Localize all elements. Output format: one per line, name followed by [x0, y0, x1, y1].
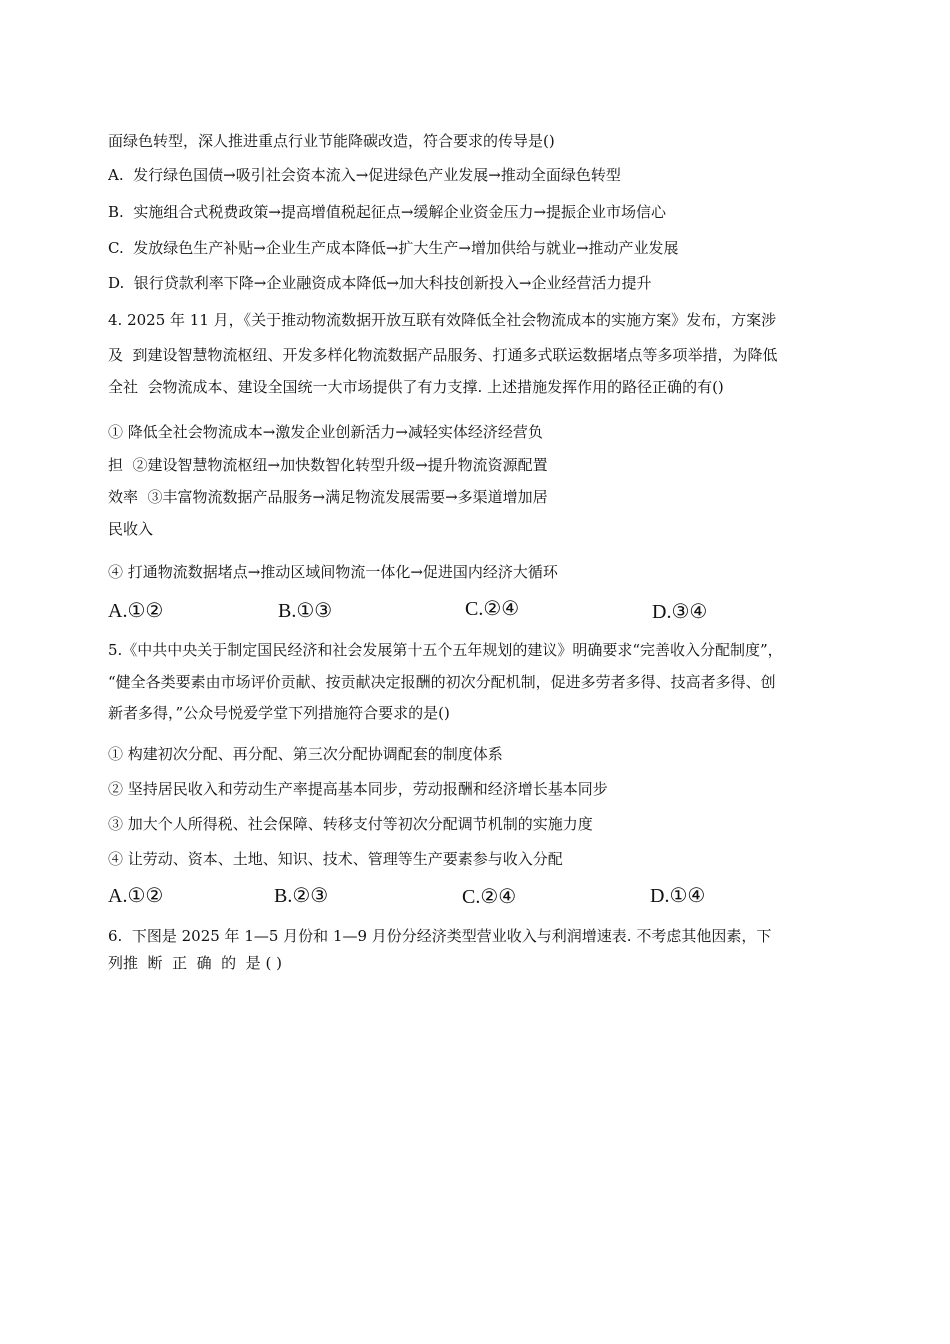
q5-choice-a: A.①② — [108, 885, 164, 907]
q4-stem-line-1: 4. 2025 年 11 月，《关于推动物流数据开放互联有效降低全社会物流成本的实施方案》发布，方案涉 — [108, 311, 777, 329]
q5-stem-line-2: “健全各类要素由市场评价贡献、按贡献决定报酬的初次分配机制，促进多劳者多得、技高者多得、创 — [108, 673, 776, 691]
q4-stem-line-2: 及 到建设智慧物流枢纽、开发多样化物流数据产品服务、打通多式联运数据堵点等多项举措，为降低 — [108, 346, 778, 364]
q3-option-d: D. 银行贷款利率下降→企业融资成本降低→加大科技创新投入→企业经营活力提升 — [108, 274, 652, 292]
q4-choice-d: D.③④ — [652, 601, 708, 623]
q4-choice-a: A.①② — [108, 600, 164, 622]
q4-statement-line-3: 效率 ③丰富物流数据产品服务→满足物流发展需要→多渠道增加居 — [108, 488, 548, 506]
q4-statement-line-5: ④ 打通物流数据堵点→推动区域间物流一体化→促进国内经济大循环 — [108, 563, 558, 581]
q3-option-b: B. 实施组合式税费政策→提高增值税起征点→缓解企业资金压力→提振企业市场信心 — [108, 203, 667, 221]
q4-statement-line-2: 担 ②建设智慧物流枢纽→加快数智化转型升级→提升物流资源配置 — [108, 456, 548, 474]
q5-statement-2: ② 坚持居民收入和劳动生产率提高基本同步，劳动报酬和经济增长基本同步 — [108, 780, 608, 798]
q6-stem-line-1: 6. 下图是 2025 年 1—5 月份和 1—9 月份分经济类型营业收入与利润增速表. 不考虑其他因素，下 — [108, 927, 772, 945]
q3-option-c: C. 发放绿色生产补贴→企业生产成本降低→扩大生产→增加供给与就业→推动产业发展 — [108, 239, 679, 257]
q4-choice-b: B.①③ — [278, 600, 333, 622]
q3-stem: 面绿色转型，深人推进重点行业节能降碳改造，符合要求的传导是() — [108, 132, 555, 150]
q4-statement-line-1: ① 降低全社会物流成本→激发企业创新活力→减轻实体经济经营负 — [108, 423, 543, 441]
q5-stem-line-3: 新者多得，”公众号悦爱学堂下列措施符合要求的是() — [108, 704, 450, 722]
q5-statement-3: ③ 加大个人所得税、社会保障、转移支付等初次分配调节机制的实施力度 — [108, 815, 593, 833]
q4-statement-line-4: 民收入 — [108, 520, 154, 538]
q5-choice-b: B.②③ — [274, 885, 329, 907]
q5-stem-line-1: 5.《中共中央关于制定国民经济和社会发展第十五个五年规划的建议》明确要求“完善收入分配制度”， — [108, 641, 783, 659]
q5-choice-d: D.①④ — [650, 885, 706, 907]
q3-option-a: A. 发行绿色国债→吸引社会资本流入→促进绿色产业发展→推动全面绿色转型 — [108, 166, 621, 184]
q5-statement-1: ① 构建初次分配、再分配、第三次分配协调配套的制度体系 — [108, 745, 503, 763]
q5-choice-c: C.②④ — [462, 886, 517, 908]
q4-choice-c: C.②④ — [465, 598, 520, 620]
q6-stem-line-2: 列推 断 正 确 的 是 ( ) — [108, 954, 282, 972]
q4-stem-line-3: 全社 会物流成本、建设全国统一大市场提供了有力支撑. 上述措施发挥作用的路径正确的有() — [108, 378, 724, 396]
q5-statement-4: ④ 让劳动、资本、土地、知识、技术、管理等生产要素参与收入分配 — [108, 850, 563, 868]
